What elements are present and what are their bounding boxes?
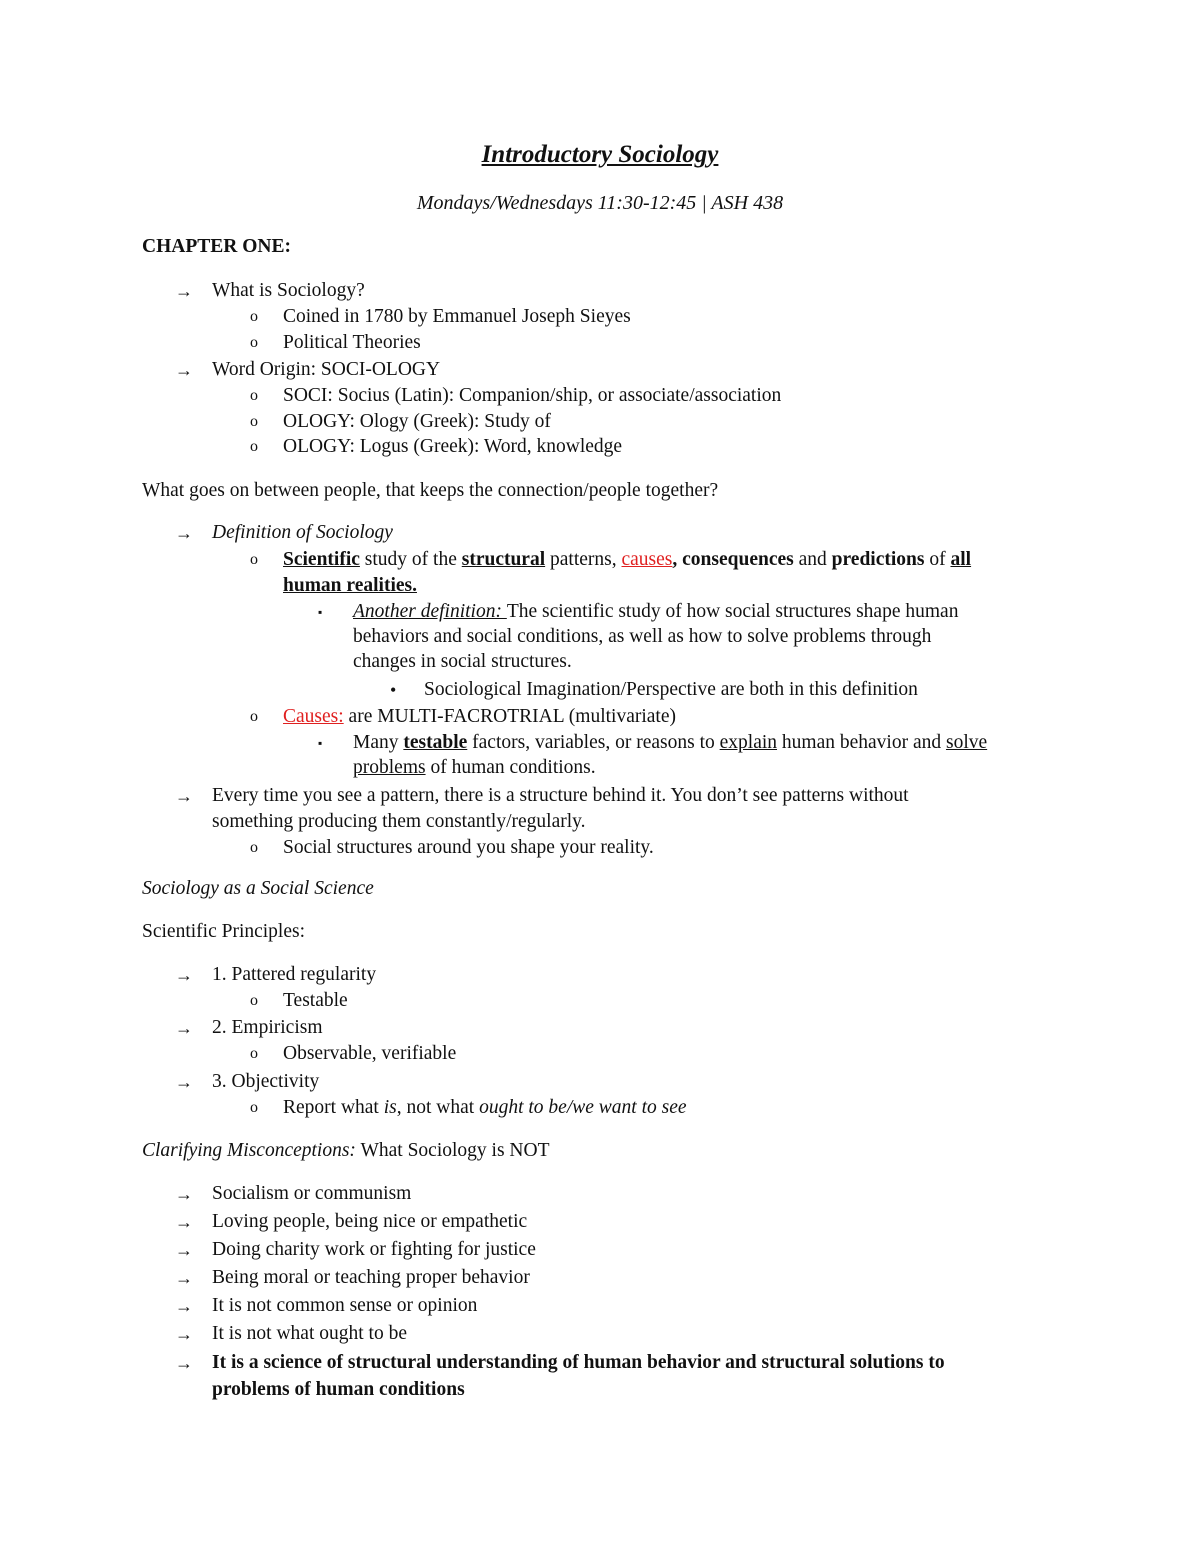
circle-bullet: o [250, 992, 258, 1009]
arrow-bullet: → [175, 1296, 193, 1316]
text-run: human behavior and [777, 732, 946, 753]
text-run: patterns, [545, 549, 622, 570]
many-factors-line [353, 731, 987, 755]
dot-bullet: • [390, 680, 397, 700]
circle-bullet: o [250, 438, 258, 455]
term-predictions: predictions [831, 549, 925, 570]
text-run: are MULTI-FACROTRIAL (multivariate) [343, 706, 677, 727]
text-run: factors, variables, or reasons to [467, 732, 720, 753]
circle-bullet: o [250, 1099, 258, 1116]
term-testable: testable [403, 732, 468, 753]
list-item: Social structures around you shape your reality. [283, 837, 654, 858]
term-human-realities: human realities. [283, 575, 417, 596]
another-definition-cont: behaviors and social conditions, as well as how to solve problems through [353, 626, 932, 647]
definition-heading: Definition of Sociology [212, 522, 393, 543]
text-run: , [672, 549, 683, 570]
arrow-bullet: → [175, 1324, 193, 1344]
list-item: 3. Objectivity [212, 1071, 320, 1092]
definition-line [283, 548, 971, 572]
text-run: The scientific study of how social structures shape human [506, 601, 959, 622]
list-item: Socialism or communism [212, 1183, 412, 1204]
conclusion-line: It is a science of structural understanding of human behavior and structural solutions to [212, 1352, 945, 1373]
question-paragraph: What goes on between people, that keeps the connection/people together? [142, 480, 719, 501]
section-heading-social-science: Sociology as a Social Science [142, 878, 374, 899]
text-run: ought to be/we want to see [479, 1097, 687, 1118]
list-item: It is not common sense or opinion [212, 1295, 478, 1316]
text-run: Report what [283, 1097, 384, 1118]
circle-bullet: o [250, 334, 258, 351]
arrow-bullet: → [175, 1353, 193, 1373]
list-item: 2. Empiricism [212, 1017, 323, 1038]
term-solve: solve [945, 732, 988, 753]
circle-bullet: o [250, 413, 258, 430]
arrow-bullet: → [175, 786, 193, 806]
arrow-bullet: → [175, 281, 193, 301]
text-run: of human conditions. [425, 757, 596, 778]
term-problems: problems [353, 757, 426, 778]
circle-bullet: o [250, 551, 258, 568]
text-run: Many [353, 732, 404, 753]
list-item: SOCI: Socius (Latin): Companion/ship, or associate/association [283, 385, 782, 406]
arrow-bullet: → [175, 1240, 193, 1260]
arrow-bullet: → [175, 523, 193, 543]
arrow-bullet: → [175, 360, 193, 380]
arrow-bullet: → [175, 1072, 193, 1092]
arrow-bullet: → [175, 1268, 193, 1288]
arrow-bullet: → [175, 1184, 193, 1204]
text-run: is [383, 1097, 397, 1118]
principles-heading: Scientific Principles: [142, 921, 306, 942]
list-item [283, 1096, 687, 1120]
list-item: OLOGY: Logus (Greek): Word, knowledge [283, 436, 623, 457]
class-schedule: Mondays/Wednesdays 11:30-12:45 | ASH 438 [416, 192, 784, 214]
circle-bullet: o [250, 308, 258, 325]
list-item: Loving people, being nice or empathetic [212, 1211, 528, 1232]
list-item: What is Sociology? [212, 280, 365, 301]
text-run: , not what [396, 1097, 480, 1118]
list-item: Sociological Imagination/Perspective are both in this definition [424, 679, 918, 700]
chapter-heading: CHAPTER ONE: [142, 236, 291, 257]
term-causes: causes [621, 549, 673, 570]
another-definition-label: Another definition: [353, 601, 507, 622]
text-run: and [793, 549, 832, 570]
list-item: OLOGY: Ology (Greek): Study of [283, 411, 551, 432]
list-item: Coined in 1780 by Emmanuel Joseph Sieyes [283, 306, 631, 327]
text-run: Clarifying Misconceptions: [142, 1140, 356, 1161]
text-run: study of the [359, 549, 462, 570]
circle-bullet: o [250, 387, 258, 404]
term-scientific: Scientific [283, 549, 360, 570]
list-item: Political Theories [283, 332, 421, 353]
another-definition-cont: changes in social structures. [353, 651, 572, 672]
term-explain: explain [719, 732, 778, 753]
arrow-bullet: → [175, 1018, 193, 1038]
misconceptions-heading [142, 1139, 549, 1163]
page-title: Introductory Sociology [481, 141, 719, 168]
list-item: Being moral or teaching proper behavior [212, 1267, 530, 1288]
list-item: Testable [283, 990, 348, 1011]
list-item: Every time you see a pattern, there is a structure behind it. You don’t see patterns without [212, 785, 909, 806]
many-factors-cont [353, 756, 596, 780]
list-item-cont: something producing them constantly/regularly. [212, 811, 586, 832]
term-structural: structural [461, 549, 546, 570]
list-item: 1. Pattered regularity [212, 964, 377, 985]
circle-bullet: o [250, 708, 258, 725]
list-item: Word Origin: SOCI-OLOGY [212, 359, 441, 380]
term-all: all [950, 549, 972, 570]
square-bullet: ▪ [318, 605, 323, 619]
causes-line [283, 705, 676, 729]
conclusion-line-cont: problems of human conditions [212, 1379, 465, 1400]
term-consequences: consequences [682, 549, 794, 570]
list-item: Observable, verifiable [283, 1043, 457, 1064]
list-item: It is not what ought to be [212, 1323, 407, 1344]
causes-label: Causes: [283, 706, 344, 727]
square-bullet: ▪ [318, 736, 323, 750]
circle-bullet: o [250, 1045, 258, 1062]
text-run: What Sociology is NOT [355, 1140, 550, 1161]
list-item: Doing charity work or fighting for justice [212, 1239, 536, 1260]
arrow-bullet: → [175, 965, 193, 985]
arrow-bullet: → [175, 1212, 193, 1232]
another-definition [353, 600, 958, 624]
circle-bullet: o [250, 839, 258, 856]
text-run: of [924, 549, 951, 570]
